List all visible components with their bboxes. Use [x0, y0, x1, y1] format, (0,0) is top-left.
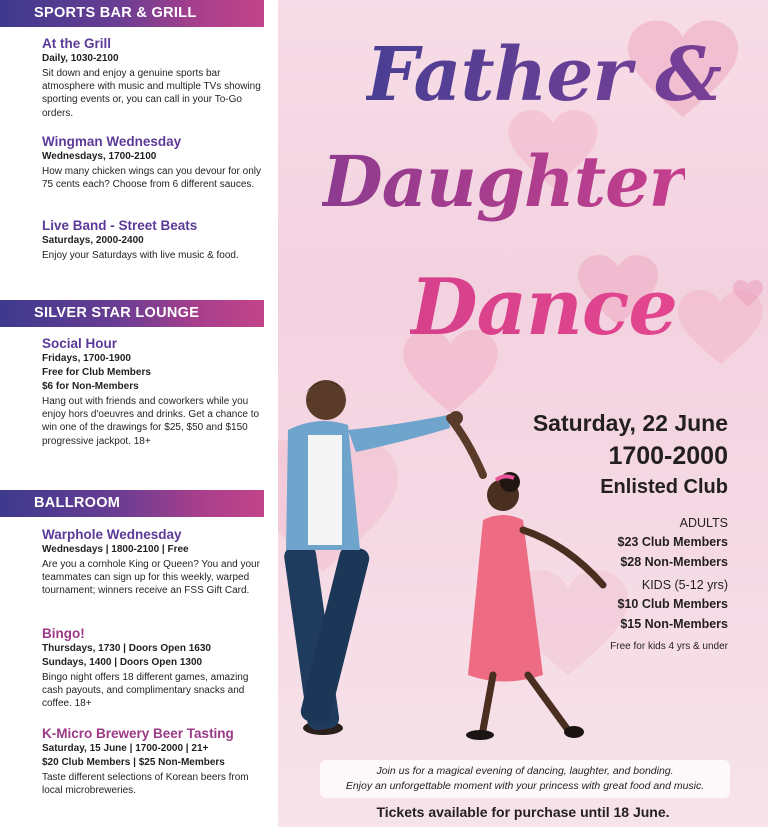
event-schedule: Saturdays, 2000-2400 — [42, 235, 144, 246]
poster-title-line1: Father & — [366, 32, 722, 118]
event-description: Are you a cornhole King or Queen? You and your teammates can sign up for this weekly, warped tournament; winners receive an FSS Gift Card. — [42, 559, 260, 597]
sports-bar-header: SPORTS BAR & GRILL — [0, 0, 264, 27]
event-venue: Enlisted Club — [600, 476, 728, 498]
price-list — [528, 514, 728, 654]
event-schedule: $6 for Non-Members — [42, 381, 139, 392]
event-schedule: Free for Club Members — [42, 367, 151, 378]
invitation-line2: Enjoy an unforgettable moment with your princess with great food and music. — [345, 780, 705, 792]
poster-title-line2: Daughter — [322, 140, 685, 223]
dance-poster — [278, 0, 768, 827]
event-title: Bingo! — [42, 626, 85, 641]
poster-title-line3: Dance — [410, 262, 678, 353]
event-schedule: $20 Club Members | $25 Non-Members — [42, 757, 225, 768]
kid-member-price: $10 Club Members — [617, 597, 728, 611]
event-schedule: Wednesdays | 1800-2100 | Free — [42, 544, 189, 555]
events-column — [0, 0, 278, 827]
kid-nonmember-price: $15 Non-Members — [620, 617, 728, 631]
free-kids-note: Free for kids 4 yrs & under — [610, 641, 728, 652]
event-bingo — [42, 625, 264, 711]
event-schedule: Thursdays, 1730 | Doors Open 1630 — [42, 643, 211, 654]
event-at-the-grill — [42, 35, 264, 120]
event-live-band — [42, 217, 264, 262]
event-title: Social Hour — [42, 336, 118, 351]
event-schedule: Sundays, 1400 | Doors Open 1300 — [42, 657, 203, 668]
event-date: Saturday, 22 June — [532, 410, 728, 436]
tickets-notice: Tickets available for purchase until 18 June. — [376, 804, 670, 820]
lounge-header: SILVER STAR LOUNGE — [0, 300, 264, 327]
event-title: At the Grill — [42, 36, 112, 51]
event-wingman-wednesday — [42, 133, 264, 191]
event-schedule: Daily, 1030-2100 — [42, 53, 119, 64]
event-description: Hang out with friends and coworkers while you enjoy hors d'oeuvres and drinks. Get a chance to win one of the drawings for $25, $50 and $150 progressive jackpot. 18+ — [42, 396, 260, 447]
event-schedule: Saturday, 15 June | 1700-2000 | 21+ — [42, 743, 209, 754]
event-schedule: Fridays, 1700-1900 — [42, 353, 131, 364]
event-title: Wingman Wednesday — [42, 134, 182, 149]
heart-icon — [733, 280, 763, 307]
event-description: Taste different selections of Korean beers from local microbreweries. — [42, 772, 249, 797]
adult-member-price: $23 Club Members — [617, 535, 728, 549]
event-description: Bingo night offers 18 different games, amazing cash payouts, and complimentary snacks and coffee. 18+ — [42, 672, 249, 710]
event-schedule: Wednesdays, 1700-2100 — [42, 151, 157, 162]
adults-heading: ADULTS — [679, 516, 728, 530]
event-description: Enjoy your Saturdays with live music & food. — [42, 250, 239, 261]
event-description: Sit down and enjoy a genuine sports bar atmosphere with music and multiple TVs showing sporting events or, you can call in your To-Go orders. — [42, 68, 261, 119]
invitation-line1: Join us for a magical evening of dancing, laughter, and bonding. — [376, 765, 674, 777]
event-time: 1700-2000 — [608, 442, 728, 470]
event-title: Live Band - Street Beats — [42, 218, 198, 233]
event-social-hour — [42, 335, 264, 448]
ballroom-header: BALLROOM — [0, 490, 264, 517]
invitation-note — [320, 760, 730, 798]
adult-nonmember-price: $28 Non-Members — [620, 555, 728, 569]
event-warphole-wednesday — [42, 526, 264, 598]
kids-heading: KIDS (5-12 yrs) — [641, 578, 728, 592]
event-title: K-Micro Brewery Beer Tasting — [42, 726, 234, 741]
event-title: Warphole Wednesday — [42, 527, 182, 542]
event-description: How many chicken wings can you devour for only 75 cents each? Choose from 6 different sauces. — [42, 166, 261, 191]
event-beer-tasting — [42, 725, 264, 797]
